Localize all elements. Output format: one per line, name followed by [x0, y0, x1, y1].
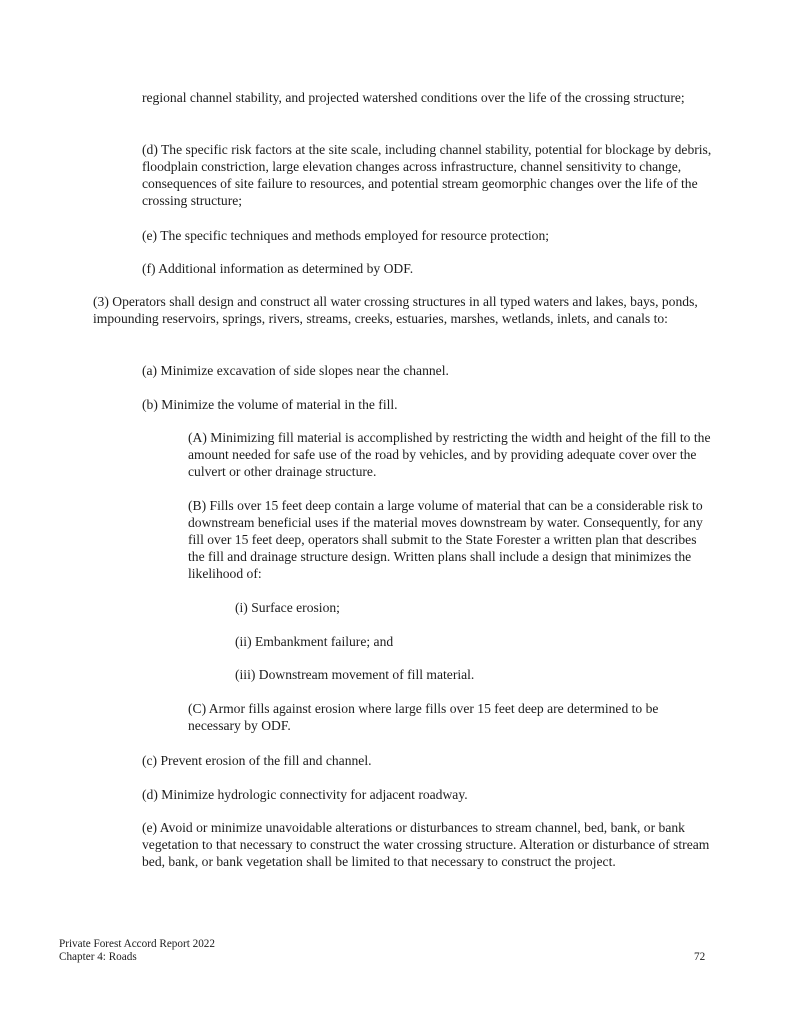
- paragraph-iii-downstream-movement: (iii) Downstream movement of fill material.: [235, 667, 475, 682]
- paragraph-i-surface-erosion: (i) Surface erosion;: [235, 600, 340, 615]
- paragraph-3a-excavation: (a) Minimize excavation of side slopes near the channel.: [142, 363, 449, 378]
- paragraph-3-operators: (3) Operators shall design and construct all water crossing structures in all typed waters and lakes, bays, ponds, impounding reservoirs, springs, rivers, streams, creeks, estuaries, marshes, wetlands, inlets, and canals to:: [93, 294, 698, 326]
- paragraph-f-additional: (f) Additional information as determined by ODF.: [142, 261, 414, 276]
- paragraph-3c-prevent-erosion: (c) Prevent erosion of the fill and channel.: [142, 753, 372, 768]
- footer-page-number: 72: [694, 951, 706, 963]
- paragraph-e-techniques: (e) The specific techniques and methods employed for resource protection;: [142, 228, 550, 243]
- paragraph-ii-embankment-failure: (ii) Embankment failure; and: [235, 634, 394, 649]
- paragraph-intro-continuation: regional channel stability, and projected watershed conditions over the life of the crossing structure;: [142, 90, 685, 105]
- footer-report-title: Private Forest Accord Report 2022: [59, 938, 215, 950]
- paragraph-3bA-fill-material: (A) Minimizing fill material is accomplished by restricting the width and height of the fill to the amount needed for safe use of the road by vehicles, and by providing adequate cover over the culvert or other drainage structure.: [188, 430, 711, 479]
- footer-chapter: Chapter 4: Roads: [59, 951, 137, 963]
- paragraph-d-risk-factors: (d) The specific risk factors at the site scale, including channel stability, potential for blockage by debris, floodplain constriction, large elevation changes across infrastructure, channel sensitivity to change, consequences of site failure to resources, and potential stream geomorphic changes over the life of the crossing structure;: [142, 142, 712, 208]
- paragraph-3e-avoid-alterations: (e) Avoid or minimize unavoidable alterations or disturbances to stream channel, bed, bank, or bank vegetation to that necessary to construct the water crossing structure. Alteration or disturbance of stream bed, bank, or bank vegetation shall be limited to that necessary to construct the project.: [142, 820, 710, 869]
- paragraph-3bC-armor-fills: (C) Armor fills against erosion where large fills over 15 feet deep are determined to be necessary by ODF.: [188, 701, 659, 733]
- paragraph-3bB-fills-over-15ft: (B) Fills over 15 feet deep contain a large volume of material that can be a considerable risk to downstream beneficial uses if the material moves downstream by water. Consequently, for any fill over 15 feet deep, operators shall submit to the State Forester a written plan that describes the fill and drainage structure design. Written plans shall include a design that minimizes the likelihood of:: [188, 498, 703, 581]
- paragraph-3d-hydrologic: (d) Minimize hydrologic connectivity for adjacent roadway.: [142, 787, 468, 802]
- paragraph-3b-fill-volume: (b) Minimize the volume of material in the fill.: [142, 397, 398, 412]
